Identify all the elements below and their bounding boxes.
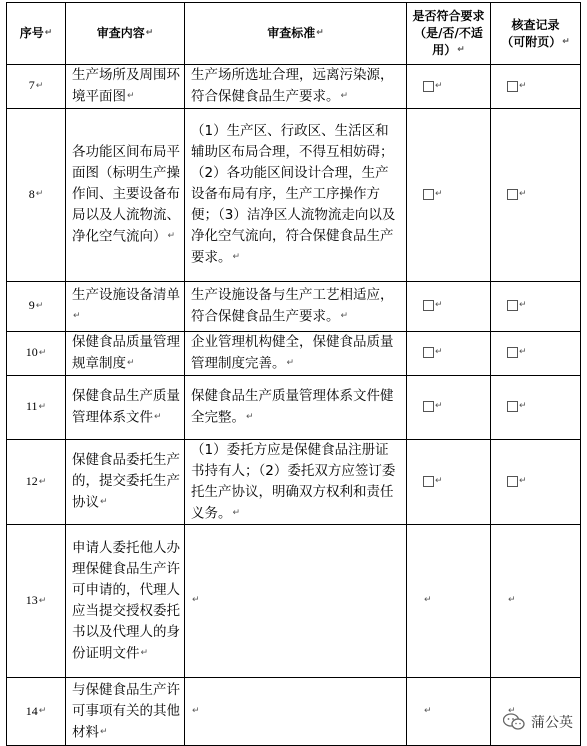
row-content: 保健食品生产质量管理体系文件↵: [66, 375, 185, 439]
record-checkbox[interactable]: [507, 300, 518, 311]
conform-cell: ↵: [407, 108, 491, 281]
record-cell: ↵: [491, 281, 581, 331]
record-cell: ↵: [491, 525, 581, 678]
table-row: [7, 439, 581, 525]
row-content: 生产设施设备清单↵: [66, 281, 185, 331]
record-cell: ↵: [491, 331, 581, 375]
row-content: 保健食品质量管理规章制度↵: [66, 331, 185, 375]
conform-checkbox[interactable]: [423, 347, 434, 358]
wechat-icon: [503, 713, 525, 731]
table-row: [7, 331, 581, 375]
row-seq: 13↵: [7, 525, 66, 678]
conform-checkbox[interactable]: [423, 189, 434, 200]
table-row: [7, 108, 581, 281]
record-cell: ↵: [491, 439, 581, 525]
watermark-text: 蒲公英: [531, 715, 573, 731]
row-content: 生产场所及周围环境平面图↵: [66, 65, 185, 109]
record-checkbox[interactable]: [507, 476, 518, 487]
record-cell: ↵: [491, 65, 581, 109]
conform-cell: ↵: [407, 281, 491, 331]
review-table: [6, 2, 581, 746]
row-standard: （1）生产区、行政区、生活区和辅助区布局合理，不得互相妨碍；（2）各功能区间设计合理，生产设备布局有序，生产工序操作方便；（3）洁净区人流物流走向以及净化空气流向，符合保健食品生产要求。↵: [185, 108, 407, 281]
record-checkbox[interactable]: [507, 189, 518, 200]
row-seq: 10↵: [7, 331, 66, 375]
conform-checkbox[interactable]: [423, 81, 434, 92]
table-row: [7, 525, 581, 678]
row-seq: 9↵: [7, 281, 66, 331]
record-cell: ↵: [491, 678, 581, 746]
header-seq: 序号↵: [7, 3, 66, 65]
record-checkbox[interactable]: [507, 401, 518, 412]
row-seq: 7↵: [7, 65, 66, 109]
header-conform: 是否符合要求（是/否/不适用）↵: [407, 3, 491, 65]
record-checkbox[interactable]: [507, 347, 518, 358]
watermark: [503, 712, 573, 732]
record-cell: ↵: [491, 375, 581, 439]
row-content: 申请人委托他人办理保健食品生产许可申请的，代理人应当提交授权委托书以及代理人的身份证明文件↵: [66, 525, 185, 678]
row-standard: 企业管理机构健全，保健食品质量管理制度完善。↵: [185, 331, 407, 375]
row-seq: 14↵: [7, 678, 66, 746]
conform-cell: ↵: [407, 65, 491, 109]
row-standard: 生产场所选址合理，远离污染源，符合保健食品生产要求。↵: [185, 65, 407, 109]
row-content: 各功能区间布局平面图（标明生产操作间、主要设备布局以及人流物流、净化空气流向）↵: [66, 108, 185, 281]
row-standard: 生产设施设备与生产工艺相适应，符合保健食品生产要求。↵: [185, 281, 407, 331]
header-record: 核查记录（可附页）↵: [491, 3, 581, 65]
row-content: 与保健食品生产许可事项有关的其他材料↵: [66, 678, 185, 746]
record-checkbox[interactable]: [507, 81, 518, 92]
row-standard: ↵: [185, 525, 407, 678]
conform-cell: ↵: [407, 525, 491, 678]
table-row: [7, 65, 581, 109]
row-seq: 12↵: [7, 439, 66, 525]
conform-cell: ↵: [407, 375, 491, 439]
row-standard: 保健食品生产质量管理体系文件健全完整。↵: [185, 375, 407, 439]
conform-checkbox[interactable]: [423, 401, 434, 412]
row-seq: 11↵: [7, 375, 66, 439]
row-standard: （1）委托方应是保健食品注册证书持有人；（2）委托双方应签订委托生产协议，明确双方权利和责任义务。↵: [185, 439, 407, 525]
conform-cell: ↵: [407, 678, 491, 746]
row-standard: ↵: [185, 678, 407, 746]
conform-checkbox[interactable]: [423, 476, 434, 487]
header-content: 审查内容↵: [66, 3, 185, 65]
header-row: [7, 3, 581, 65]
conform-cell: ↵: [407, 439, 491, 525]
table-row: [7, 678, 581, 746]
table-row: [7, 281, 581, 331]
conform-checkbox[interactable]: [423, 300, 434, 311]
header-standard: 审查标准↵: [185, 3, 407, 65]
row-content: 保健食品委托生产的，提交委托生产协议↵: [66, 439, 185, 525]
record-cell: ↵: [491, 108, 581, 281]
row-seq: 8↵: [7, 108, 66, 281]
conform-cell: ↵: [407, 331, 491, 375]
table-row: [7, 375, 581, 439]
